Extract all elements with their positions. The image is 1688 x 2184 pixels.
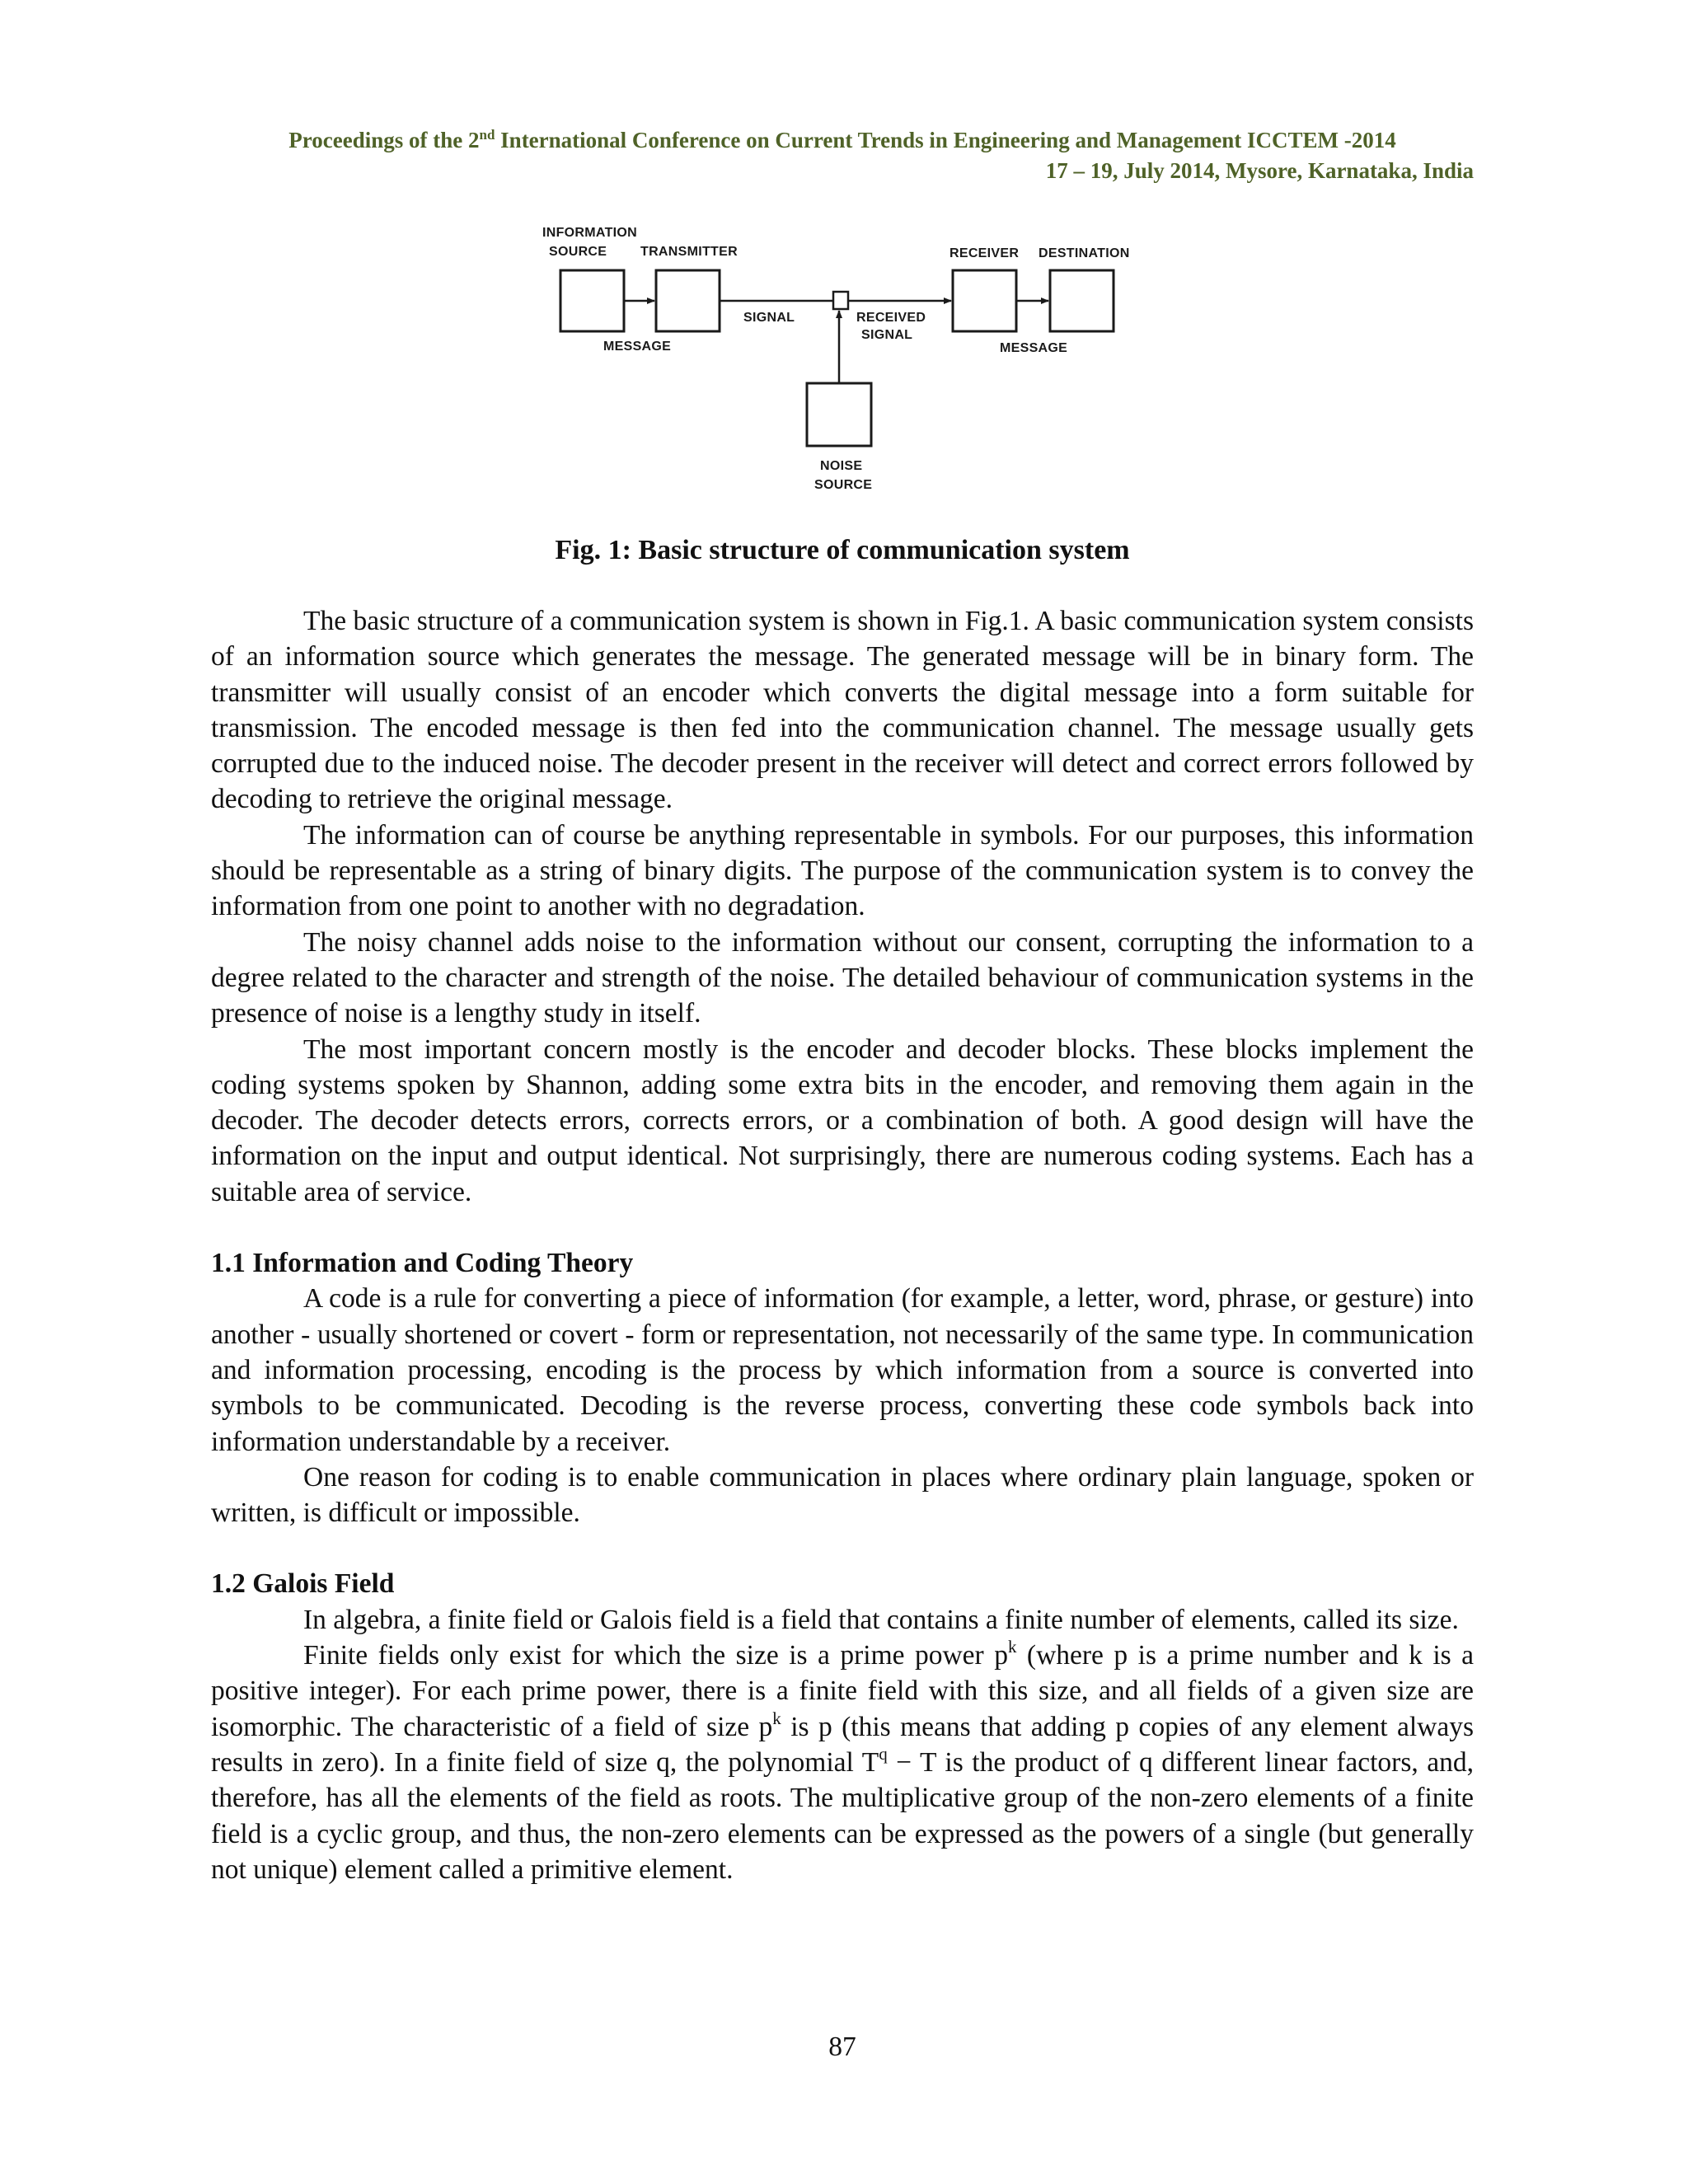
paragraph: The most important concern mostly is the encoder and decoder blocks. These blocks implement the coding systems spoken by Shannon, adding some extra bits in the encoder, and removing them again in the decoder. The decoder detects errors, corrects errors, or a combination of both. A good design will have the information on the input and output identical. Not surprisingly, there are numerous coding systems. Each has a suitable area of service. bbox=[211, 1033, 1474, 1207]
noise-source-block bbox=[807, 383, 871, 446]
section-heading-1-1: 1.1 Information and Coding Theory bbox=[211, 1248, 634, 1279]
channel-junction-block bbox=[833, 292, 848, 309]
label-noise: NOISE bbox=[820, 459, 863, 473]
communication-system-diagram bbox=[528, 218, 1154, 507]
label-received-signal: SIGNAL bbox=[861, 328, 913, 342]
label-destination: DESTINATION bbox=[1039, 246, 1130, 260]
paragraph: The information can of course be anything representable in symbols. For our purposes, this information should be representable as a string of binary digits. The purpose of the communication system is to convey the information from one point to another with no degradation. bbox=[211, 819, 1474, 922]
paragraph: One reason for coding is to enable communication in places where ordinary plain language, spoken or written, is difficult or impossible. bbox=[211, 1461, 1474, 1529]
label-message-left: MESSAGE bbox=[603, 340, 672, 354]
label-information: INFORMATION bbox=[542, 226, 637, 240]
paragraph: The noisy channel adds noise to the information without our consent, corrupting the information to a degree related to the character and strength of the noise. The detailed behaviour of communication systems in the presence of noise is a lengthy study in itself. bbox=[211, 926, 1474, 1029]
transmitter-block bbox=[656, 270, 720, 331]
receiver-block bbox=[953, 270, 1016, 331]
label-noise-source: SOURCE bbox=[814, 478, 873, 492]
body-text bbox=[211, 603, 1474, 1887]
label-received: RECEIVED bbox=[856, 311, 926, 325]
running-header bbox=[211, 125, 1474, 186]
label-transmitter: TRANSMITTER bbox=[640, 245, 738, 259]
destination-block bbox=[1050, 270, 1114, 331]
header-line-2: 17 – 19, July 2014, Mysore, Karnataka, India bbox=[1045, 158, 1474, 183]
label-source: SOURCE bbox=[549, 245, 607, 259]
information-source-block bbox=[560, 270, 624, 331]
section-heading-1-2: 1.2 Galois Field bbox=[211, 1568, 395, 1600]
label-message-right: MESSAGE bbox=[1000, 341, 1068, 355]
paragraph: In algebra, a finite field or Galois field is a field that contains a finite number of elements, called its size. bbox=[303, 1604, 1459, 1635]
label-signal: SIGNAL bbox=[743, 311, 795, 325]
paragraph: The basic structure of a communication system is shown in Fig.1. A basic communication system consists of an information source which generates the message. The generated message will be in binary form. The transmitter will usually consist of an encoder which converts the digital message into a form suitable for transmission. The encoded message is then fed into the communication channel. The message usually gets corrupted due to the induced noise. The decoder present in the receiver will detect and correct errors followed by decoding to retrieve the original message. bbox=[211, 606, 1474, 815]
figure-caption: Fig. 1: Basic structure of communication system bbox=[555, 535, 1130, 565]
page-number: 87 bbox=[828, 2032, 856, 2062]
paragraph-finite-fields: Finite fields only exist for which the size is a prime power $p^k$ (where p is a prime number and k is a positive integer). For each prime power, there is a finite field with this size, and all fields of a given size are isomorphic. The characteristic of a field of size $p^k$ is p (this means that adding p copies of any element always results in zero). In a finite field of size q, the polynomial $T^q - T$ is the product of q different linear factors, and, therefore, has all the elements of the field as roots. The multiplicative group of the non-zero elements of a finite field is a cyclic group, and thus, the non-zero elements can be expressed as the powers of a single (but generally not unique) element called a primitive element. bbox=[211, 1637, 1475, 1885]
header-line-1: Proceedings of the 2nd International Conference on Current Trends in Engineering and Management ICCTEM -2014 bbox=[288, 127, 1396, 152]
label-receiver: RECEIVER bbox=[950, 246, 1020, 260]
paragraph: A code is a rule for converting a piece of information (for example, a letter, word, phrase, or gesture) into another - usually shortened or covert - form or representation, not necessarily of the same type. In communication and information processing, encoding is the process by which information from a source is converted into symbols to be communicated. Decoding is the reverse process, converting these code symbols back into information understandable by a receiver. bbox=[211, 1283, 1474, 1457]
